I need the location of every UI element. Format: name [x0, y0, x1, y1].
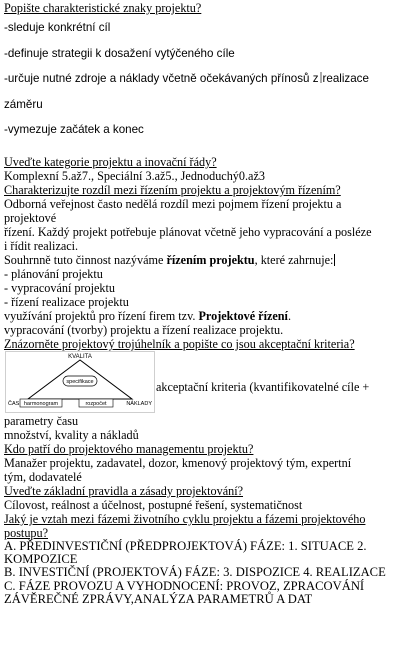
triangle-row	[4, 351, 410, 414]
question-triangle: Znázorněte projektový trojúhelník a popište co jsou akceptační kriteria?	[4, 336, 355, 351]
question-lifecycle-cont: postupu?	[4, 525, 49, 540]
answer-line: Manažer projektu, zadavatel, dozor, kmenový projektový tým, expertní	[4, 455, 352, 470]
phase-line: KOMPOZICE	[4, 552, 78, 567]
project-triangle-diagram	[5, 351, 155, 413]
phase-line: B. INVESTIČNÍ (PROJEKTOVÁ) FÁZE: 3. DISPOZICE 4. REALIZACE	[4, 565, 386, 580]
triangle-bottom2-label: rozpočet	[85, 400, 107, 407]
acceptance-criteria-text: akceptační kriteria (kvantifikovatelné cíle +	[156, 379, 370, 394]
answer-line: tým, dodavatelé	[4, 469, 82, 484]
text-cursor	[334, 254, 335, 266]
answer-text: Cílovost, reálnost a účelnost, postupné řešení, systematičnost	[4, 497, 303, 512]
answer-line: projektové	[4, 210, 57, 225]
triangle-left-label: ČAS	[8, 400, 20, 407]
question-difference: Charakterizujte rozdíl mezi řízením projektu a projektovým řízením?	[4, 182, 341, 197]
list-item	[4, 66, 410, 92]
summary-text: , které zahrnuje:	[254, 252, 334, 267]
question-categories: Uveďte kategorie projektu a inovační řády?	[4, 154, 217, 169]
answer-line: i řídit realizaci.	[4, 238, 79, 253]
list-item: -vymezuje začátek a konec	[4, 123, 144, 137]
phase-line: C. FÁZE PROVOZU A VYHODNOCENÍ: PROVOZ, ZPRACOVÁNÍ	[4, 578, 365, 593]
question-management: Kdo patří do projektového managementu projektu?	[4, 441, 254, 456]
list-item: - plánování projektu	[4, 266, 103, 281]
list-item-text: -určuje nutné zdroje a náklady včetně očekávaných přínosů z	[4, 72, 319, 86]
list-item: - vypracování projektu	[4, 280, 116, 295]
list-item: - řízení realizace projektu	[4, 294, 129, 309]
text-cursor-marker	[320, 72, 322, 83]
answer-line: parametry času	[4, 413, 79, 428]
answer-line: Odborná veřejnost často nedělá rozdíl mezi pojmem řízení projektu a	[4, 196, 342, 211]
triangle-top-label: KVALITA	[68, 353, 92, 360]
triangle-center-label: specifikace	[66, 378, 94, 385]
answer-line: množství, kvality a nákladů	[4, 427, 139, 442]
usage-bold: Projektové řízení	[198, 308, 288, 323]
list-item-text: realizace	[322, 72, 369, 86]
usage-line	[4, 309, 410, 323]
list-item: záměru	[4, 97, 43, 111]
usage-line-2: vypracování (tvorby) projektu a řízení realizace projektu.	[4, 322, 284, 337]
question-rules: Uveďte základní pravidla a zásady projektování?	[4, 483, 244, 498]
triangle-right-label: NÁKLADY	[126, 400, 152, 407]
question-characteristics: Popište charakteristické znaky projektu?	[4, 1, 202, 15]
answer-line: řízení. Každý projekt potřebuje plánovat včetně jeho vypracování a posléze	[4, 224, 372, 239]
list-item: -sleduje konkrétní cíl	[4, 21, 111, 34]
usage-text: využívání projektů pro řízení firem tzv.	[4, 308, 199, 323]
answer-text: Komplexní 5.až7., Speciální 3.až5., Jednoduchý0.až3	[4, 168, 265, 183]
triangle-bottom-label: harmonogram	[23, 400, 59, 407]
usage-text: .	[287, 308, 291, 323]
summary-text: Souhrnně tuto činnost nazýváme	[4, 252, 167, 267]
phase-line: A. PŘEDINVESTIČNÍ (PŘEDPROJEKTOVÁ) FÁZE: 1. SITUACE 2.	[4, 538, 367, 553]
summary-line	[4, 253, 410, 267]
list-item: -definuje strategii k dosažení vytýčeného cíle	[4, 46, 235, 60]
spacer	[4, 143, 410, 155]
question-lifecycle: Jaký je vztah mezi fázemi životního cyklu projektu a fázemi projektového	[4, 511, 366, 526]
phase-line: ZÁVĚREČNÉ ZPRÁVY,ANALÝZA PARAMETRŮ A DAT	[4, 591, 313, 606]
summary-bold: řízením projektu	[166, 252, 255, 267]
